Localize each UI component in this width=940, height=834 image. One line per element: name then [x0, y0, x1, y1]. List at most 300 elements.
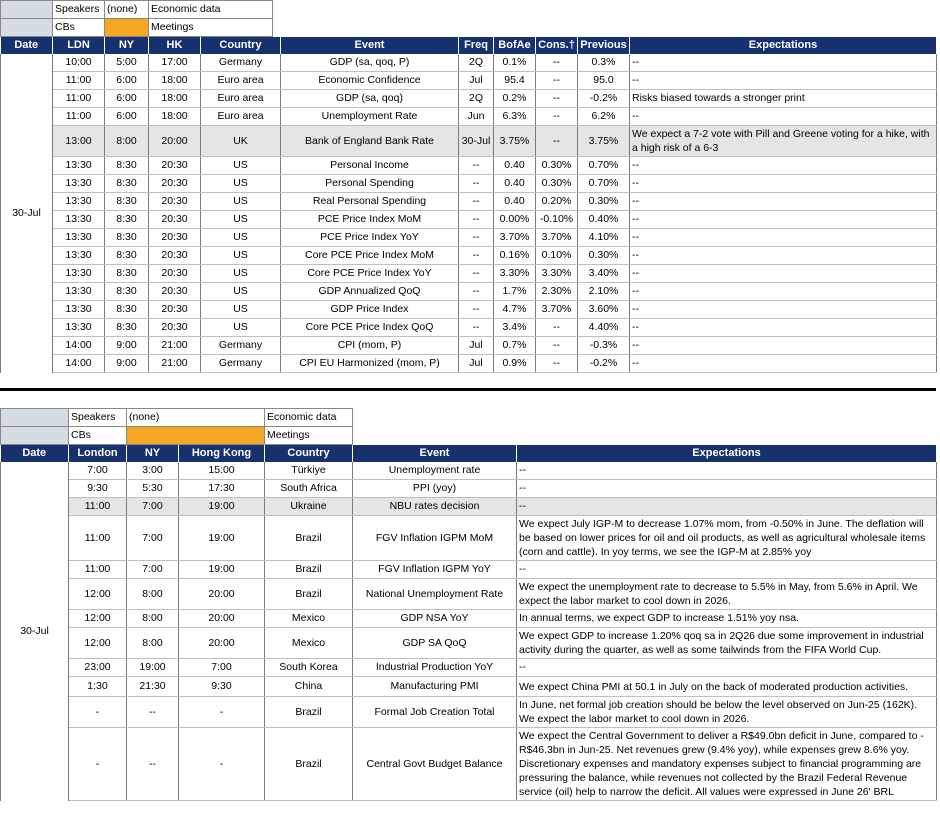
bofa-estimate-cell: 0.1% — [494, 54, 536, 72]
event-cell: GDP NSA YoY — [353, 610, 517, 628]
table-row — [1, 728, 937, 801]
time-ldn-cell: 13:30 — [53, 157, 105, 175]
time-hk-cell: 20:00 — [179, 628, 265, 659]
previous-cell: 6.2% — [578, 108, 630, 126]
time-hk-cell: 20:30 — [149, 265, 201, 283]
column-header: Date — [1, 37, 53, 54]
table-header-row — [1, 445, 937, 462]
time-london-cell: 11:00 — [69, 561, 127, 579]
period-cell: -- — [459, 319, 494, 337]
bofa-estimate-cell: 0.2% — [494, 90, 536, 108]
country-cell: Türkiye — [265, 462, 353, 480]
previous-cell: 3.75% — [578, 126, 630, 157]
time-london-cell: - — [69, 697, 127, 728]
event-cell: Manufacturing PMI — [353, 677, 517, 697]
previous-cell: 0.30% — [578, 193, 630, 211]
consensus-cell: -- — [536, 72, 578, 90]
period-cell: -- — [459, 265, 494, 283]
time-london-cell: 9:30 — [69, 480, 127, 498]
table-header-row — [1, 37, 937, 54]
event-cell: Unemployment rate — [353, 462, 517, 480]
expectations-cell: Risks biased towards a stronger print — [630, 90, 937, 108]
time-hk-cell: 19:00 — [179, 516, 265, 561]
legend-swatch-speakers — [1, 409, 69, 427]
time-ldn-cell: 13:30 — [53, 175, 105, 193]
expectations-cell: -- — [630, 54, 937, 72]
time-hk-cell: 19:00 — [179, 498, 265, 516]
time-ldn-cell: 11:00 — [53, 108, 105, 126]
column-header: Event — [353, 445, 517, 462]
time-london-cell: - — [69, 728, 127, 801]
country-cell: Brazil — [265, 697, 353, 728]
calendar-table-global — [0, 37, 937, 373]
period-cell: Jul — [459, 337, 494, 355]
country-cell: Brazil — [265, 728, 353, 801]
time-ny-cell: 8:30 — [105, 319, 149, 337]
calendar-block-global — [0, 0, 938, 373]
expectations-cell: -- — [630, 157, 937, 175]
bofa-estimate-cell: 95.4 — [494, 72, 536, 90]
table-row — [1, 126, 937, 157]
period-cell: -- — [459, 229, 494, 247]
time-ny-cell: 8:30 — [105, 229, 149, 247]
event-cell: Personal Spending — [281, 175, 459, 193]
legend-swatch-meetings — [105, 19, 149, 37]
time-hk-cell: 17:30 — [179, 480, 265, 498]
time-ny-cell: 19:00 — [127, 659, 179, 677]
time-ny-cell: 8:00 — [127, 579, 179, 610]
expectations-cell: -- — [630, 108, 937, 126]
table-row — [1, 516, 937, 561]
previous-cell: -0.2% — [578, 355, 630, 373]
time-hk-cell: 17:00 — [149, 54, 201, 72]
event-cell: Industrial Production YoY — [353, 659, 517, 677]
bofa-estimate-cell: 4.7% — [494, 301, 536, 319]
country-cell: US — [201, 247, 281, 265]
country-cell: Brazil — [265, 516, 353, 561]
time-ldn-cell: 13:30 — [53, 229, 105, 247]
table-row — [1, 283, 937, 301]
time-ny-cell: 8:00 — [105, 126, 149, 157]
time-ldn-cell: 10:00 — [53, 54, 105, 72]
column-header: Freq — [459, 37, 494, 54]
expectations-cell: -- — [517, 480, 937, 498]
expectations-cell: -- — [630, 283, 937, 301]
time-ny-cell: 6:00 — [105, 108, 149, 126]
event-cell: Personal Income — [281, 157, 459, 175]
previous-cell: 0.70% — [578, 175, 630, 193]
time-hk-cell: - — [179, 728, 265, 801]
consensus-cell: 0.20% — [536, 193, 578, 211]
column-header: Previous — [578, 37, 630, 54]
time-hk-cell: 20:30 — [149, 157, 201, 175]
country-cell: Euro area — [201, 90, 281, 108]
table-row — [1, 54, 937, 72]
bofa-estimate-cell: 0.40 — [494, 193, 536, 211]
period-cell: -- — [459, 301, 494, 319]
consensus-cell: -- — [536, 319, 578, 337]
event-cell: CPI EU Harmonized (mom, P) — [281, 355, 459, 373]
time-ny-cell: 7:00 — [127, 498, 179, 516]
expectations-cell: -- — [630, 301, 937, 319]
country-cell: US — [201, 283, 281, 301]
consensus-cell: 2.30% — [536, 283, 578, 301]
expectations-cell: In June, net formal job creation should be below the level observed on Jun-25 (162K). We expect the labor market to cool down in 2026. — [517, 697, 937, 728]
time-hk-cell: 21:00 — [149, 355, 201, 373]
event-cell: Real Personal Spending — [281, 193, 459, 211]
time-ny-cell: 3:00 — [127, 462, 179, 480]
period-cell: -- — [459, 283, 494, 301]
time-ldn-cell: 14:00 — [53, 337, 105, 355]
time-london-cell: 12:00 — [69, 579, 127, 610]
expectations-cell: -- — [630, 319, 937, 337]
time-hk-cell: 21:00 — [149, 337, 201, 355]
time-hk-cell: 7:00 — [179, 659, 265, 677]
column-header: Country — [201, 37, 281, 54]
time-hk-cell: 20:30 — [149, 283, 201, 301]
time-hk-cell: 18:00 — [149, 72, 201, 90]
time-london-cell: 1:30 — [69, 677, 127, 697]
legend-none-label: (none) — [127, 409, 265, 427]
country-cell: Euro area — [201, 108, 281, 126]
country-cell: US — [201, 301, 281, 319]
legend-economic-data-label: Economic data — [149, 1, 273, 19]
period-cell: 2Q — [459, 54, 494, 72]
consensus-cell: -- — [536, 54, 578, 72]
country-cell: US — [201, 265, 281, 283]
expectations-cell: -- — [630, 229, 937, 247]
column-header: London — [69, 445, 127, 462]
event-cell: Core PCE Price Index YoY — [281, 265, 459, 283]
table-row — [1, 193, 937, 211]
column-header: Hong Kong — [179, 445, 265, 462]
event-cell: GDP Price Index — [281, 301, 459, 319]
period-cell: Jun — [459, 108, 494, 126]
time-hk-cell: - — [179, 697, 265, 728]
expectations-cell: -- — [630, 211, 937, 229]
expectations-cell: We expect China PMI at 50.1 in July on the back of moderated production activities. — [517, 677, 937, 697]
column-header: Date — [1, 445, 69, 462]
consensus-cell: 0.10% — [536, 247, 578, 265]
consensus-cell: 3.30% — [536, 265, 578, 283]
country-cell: China — [265, 677, 353, 697]
period-cell: -- — [459, 175, 494, 193]
event-cell: Economic Confidence — [281, 72, 459, 90]
time-ldn-cell: 13:00 — [53, 126, 105, 157]
table-row — [1, 247, 937, 265]
time-hk-cell: 15:00 — [179, 462, 265, 480]
table-row — [1, 498, 937, 516]
period-cell: -- — [459, 157, 494, 175]
event-cell: Formal Job Creation Total — [353, 697, 517, 728]
country-cell: UK — [201, 126, 281, 157]
previous-cell: 0.70% — [578, 157, 630, 175]
expectations-cell: -- — [630, 247, 937, 265]
previous-cell: 0.40% — [578, 211, 630, 229]
legend-economic-data-label: Economic data — [265, 409, 353, 427]
consensus-cell: -- — [536, 90, 578, 108]
time-hk-cell: 18:00 — [149, 90, 201, 108]
expectations-cell: -- — [630, 265, 937, 283]
time-ny-cell: 8:30 — [105, 175, 149, 193]
period-cell: -- — [459, 247, 494, 265]
country-cell: Brazil — [265, 561, 353, 579]
expectations-cell: We expect the unemployment rate to decrease to 5.5% in May, from 5.6% in April. We expect the labor market to cool down in 2026. — [517, 579, 937, 610]
time-ny-cell: 7:00 — [127, 516, 179, 561]
expectations-cell: -- — [630, 193, 937, 211]
period-cell: Jul — [459, 355, 494, 373]
event-cell: PCE Price Index YoY — [281, 229, 459, 247]
event-cell: CPI (mom, P) — [281, 337, 459, 355]
previous-cell: 0.30% — [578, 247, 630, 265]
time-ny-cell: 8:00 — [127, 628, 179, 659]
expectations-cell: -- — [630, 175, 937, 193]
event-cell: PPI (yoy) — [353, 480, 517, 498]
time-ny-cell: 8:30 — [105, 157, 149, 175]
table-row — [1, 229, 937, 247]
country-cell: US — [201, 319, 281, 337]
event-cell: FGV Inflation IGPM YoY — [353, 561, 517, 579]
time-ny-cell: -- — [127, 697, 179, 728]
table-row — [1, 628, 937, 659]
bofa-estimate-cell: 0.16% — [494, 247, 536, 265]
event-cell: Core PCE Price Index QoQ — [281, 319, 459, 337]
time-ldn-cell: 13:30 — [53, 265, 105, 283]
time-ny-cell: 5:00 — [105, 54, 149, 72]
legend-cbs-label: CBs — [53, 19, 105, 37]
expectations-cell: -- — [630, 337, 937, 355]
event-cell: National Unemployment Rate — [353, 579, 517, 610]
legend-cbs-label: CBs — [69, 427, 127, 445]
time-ny-cell: 8:30 — [105, 211, 149, 229]
time-hk-cell: 20:00 — [179, 610, 265, 628]
bofa-estimate-cell: 0.7% — [494, 337, 536, 355]
time-ny-cell: 8:30 — [105, 247, 149, 265]
event-cell: GDP (sa, qoq) — [281, 90, 459, 108]
time-ny-cell: 8:30 — [105, 301, 149, 319]
bofa-estimate-cell: 3.30% — [494, 265, 536, 283]
time-ny-cell: 6:00 — [105, 90, 149, 108]
column-header: NY — [127, 445, 179, 462]
column-header: HK — [149, 37, 201, 54]
consensus-cell: -- — [536, 355, 578, 373]
legend-swatch-speakers — [1, 1, 53, 19]
time-ny-cell: 8:30 — [105, 193, 149, 211]
bofa-estimate-cell: 3.75% — [494, 126, 536, 157]
time-hk-cell: 9:30 — [179, 677, 265, 697]
consensus-cell: -- — [536, 108, 578, 126]
time-london-cell: 23:00 — [69, 659, 127, 677]
column-header: Country — [265, 445, 353, 462]
column-header: LDN — [53, 37, 105, 54]
column-header: Cons.† — [536, 37, 578, 54]
time-ny-cell: 9:00 — [105, 337, 149, 355]
country-cell: South Africa — [265, 480, 353, 498]
date-cell: 30-Jul — [1, 462, 69, 801]
column-header: Event — [281, 37, 459, 54]
table-row — [1, 561, 937, 579]
time-hk-cell: 18:00 — [149, 108, 201, 126]
time-ldn-cell: 13:30 — [53, 211, 105, 229]
time-ny-cell: 8:30 — [105, 283, 149, 301]
table-row — [1, 72, 937, 90]
consensus-cell: 3.70% — [536, 229, 578, 247]
time-hk-cell: 20:30 — [149, 193, 201, 211]
bofa-estimate-cell: 0.9% — [494, 355, 536, 373]
column-header: NY — [105, 37, 149, 54]
table-row — [1, 610, 937, 628]
expectations-cell: -- — [517, 659, 937, 677]
time-ny-cell: 5:30 — [127, 480, 179, 498]
previous-cell: 95.0 — [578, 72, 630, 90]
previous-cell: 4.40% — [578, 319, 630, 337]
time-ldn-cell: 13:30 — [53, 301, 105, 319]
table-row — [1, 90, 937, 108]
table-row — [1, 579, 937, 610]
country-cell: US — [201, 229, 281, 247]
table-row — [1, 211, 937, 229]
time-ny-cell: 21:30 — [127, 677, 179, 697]
legend-speakers-label: Speakers — [53, 1, 105, 19]
expectations-cell: We expect the Central Government to deliver a R$49.0bn deficit in June, compared to -R$46.3bn in Jun-25. Net revenues grew (9.4% yoy), while expenses grew 8.6% yoy. Discretionary expenses and mandatory expenses subject to financial programming are pressuring the balance, while revenues not collected by the Brazil Federal Revenue service (oil) help to narrow the deficit. All values were expressed in June 26' BRL — [517, 728, 937, 801]
time-hk-cell: 20:30 — [149, 175, 201, 193]
country-cell: Germany — [201, 337, 281, 355]
event-cell: Unemployment Rate — [281, 108, 459, 126]
country-cell: US — [201, 157, 281, 175]
country-cell: Euro area — [201, 72, 281, 90]
time-ldn-cell: 11:00 — [53, 90, 105, 108]
time-ldn-cell: 13:30 — [53, 193, 105, 211]
expectations-cell: We expect July IGP-M to decrease 1.07% mom, from -0.50% in June. The deflation will be based on lower prices for oil and oil products, as well as agricultural wholesale items (corn and cattle). In yoy terms, we see the IGP-M at 2.85% yoy — [517, 516, 937, 561]
expectations-cell: -- — [517, 462, 937, 480]
column-header: Expectations — [630, 37, 937, 54]
column-header: BofAe — [494, 37, 536, 54]
time-ny-cell: 6:00 — [105, 72, 149, 90]
country-cell: US — [201, 211, 281, 229]
period-cell: Jul — [459, 72, 494, 90]
table-row — [1, 337, 937, 355]
bofa-estimate-cell: 3.4% — [494, 319, 536, 337]
event-cell: Core PCE Price Index MoM — [281, 247, 459, 265]
table-row — [1, 355, 937, 373]
previous-cell: 3.40% — [578, 265, 630, 283]
event-cell: PCE Price Index MoM — [281, 211, 459, 229]
table-row — [1, 697, 937, 728]
column-header: Expectations — [517, 445, 937, 462]
country-cell: Mexico — [265, 628, 353, 659]
country-cell: Germany — [201, 355, 281, 373]
time-hk-cell: 20:00 — [149, 126, 201, 157]
previous-cell: 3.60% — [578, 301, 630, 319]
event-cell: GDP Annualized QoQ — [281, 283, 459, 301]
table-row — [1, 480, 937, 498]
legend-none-label: (none) — [105, 1, 149, 19]
country-cell: Brazil — [265, 579, 353, 610]
expectations-cell: We expect a 7-2 vote with Pill and Greene voting for a hike, with a high risk of a 6-3 — [630, 126, 937, 157]
table-row — [1, 265, 937, 283]
event-cell: FGV Inflation IGPM MoM — [353, 516, 517, 561]
country-cell: US — [201, 193, 281, 211]
time-hk-cell: 20:00 — [179, 579, 265, 610]
time-london-cell: 12:00 — [69, 628, 127, 659]
previous-cell: 2.10% — [578, 283, 630, 301]
time-london-cell: 7:00 — [69, 462, 127, 480]
legend-swatch-meetings — [127, 427, 265, 445]
expectations-cell: -- — [630, 72, 937, 90]
expectations-cell: -- — [517, 498, 937, 516]
bofa-estimate-cell: 1.7% — [494, 283, 536, 301]
bofa-estimate-cell: 0.00% — [494, 211, 536, 229]
time-ldn-cell: 14:00 — [53, 355, 105, 373]
event-cell: GDP (sa, qoq, P) — [281, 54, 459, 72]
event-cell: Bank of England Bank Rate — [281, 126, 459, 157]
country-cell: US — [201, 175, 281, 193]
consensus-cell: -0.10% — [536, 211, 578, 229]
table-row — [1, 462, 937, 480]
time-hk-cell: 19:00 — [179, 561, 265, 579]
bofa-estimate-cell: 0.40 — [494, 157, 536, 175]
country-cell: Mexico — [265, 610, 353, 628]
legend-meetings-label: Meetings — [265, 427, 353, 445]
legend-table — [0, 0, 273, 37]
legend-meetings-label: Meetings — [149, 19, 273, 37]
time-ny-cell: 9:00 — [105, 355, 149, 373]
period-cell: 2Q — [459, 90, 494, 108]
event-cell: NBU rates decision — [353, 498, 517, 516]
time-ny-cell: 8:30 — [105, 265, 149, 283]
table-row — [1, 108, 937, 126]
previous-cell: 0.3% — [578, 54, 630, 72]
expectations-cell: In annual terms, we expect GDP to increase 1.51% yoy nsa. — [517, 610, 937, 628]
legend-swatch-cbs — [1, 427, 69, 445]
table-row — [1, 659, 937, 677]
time-ldn-cell: 13:30 — [53, 247, 105, 265]
time-hk-cell: 20:30 — [149, 211, 201, 229]
legend-swatch-cbs — [1, 19, 53, 37]
consensus-cell: 3.70% — [536, 301, 578, 319]
calendar-block-em — [0, 408, 938, 801]
consensus-cell: -- — [536, 337, 578, 355]
time-ny-cell: -- — [127, 728, 179, 801]
calendar-table-em — [0, 445, 937, 801]
expectations-cell: -- — [517, 561, 937, 579]
previous-cell: 4.10% — [578, 229, 630, 247]
legend-table — [0, 408, 353, 445]
previous-cell: -0.2% — [578, 90, 630, 108]
date-cell: 30-Jul — [1, 54, 53, 373]
time-ldn-cell: 13:30 — [53, 283, 105, 301]
time-london-cell: 12:00 — [69, 610, 127, 628]
table-row — [1, 319, 937, 337]
expectations-cell: We expect GDP to increase 1.20% qoq sa in 2Q26 due some improvement in industrial activity during the quarter, as well as some tailwinds from the FIFA World Cup. — [517, 628, 937, 659]
time-hk-cell: 20:30 — [149, 301, 201, 319]
expectations-cell: -- — [630, 355, 937, 373]
time-hk-cell: 20:30 — [149, 229, 201, 247]
time-hk-cell: 20:30 — [149, 247, 201, 265]
consensus-cell: 0.30% — [536, 175, 578, 193]
country-cell: Ukraine — [265, 498, 353, 516]
consensus-cell: -- — [536, 126, 578, 157]
event-cell: GDP SA QoQ — [353, 628, 517, 659]
event-cell: Central Govt Budget Balance — [353, 728, 517, 801]
period-cell: 30-Jul — [459, 126, 494, 157]
bofa-estimate-cell: 0.40 — [494, 175, 536, 193]
time-ny-cell: 7:00 — [127, 561, 179, 579]
country-cell: Germany — [201, 54, 281, 72]
legend-speakers-label: Speakers — [69, 409, 127, 427]
table-row — [1, 677, 937, 697]
time-ldn-cell: 13:30 — [53, 319, 105, 337]
